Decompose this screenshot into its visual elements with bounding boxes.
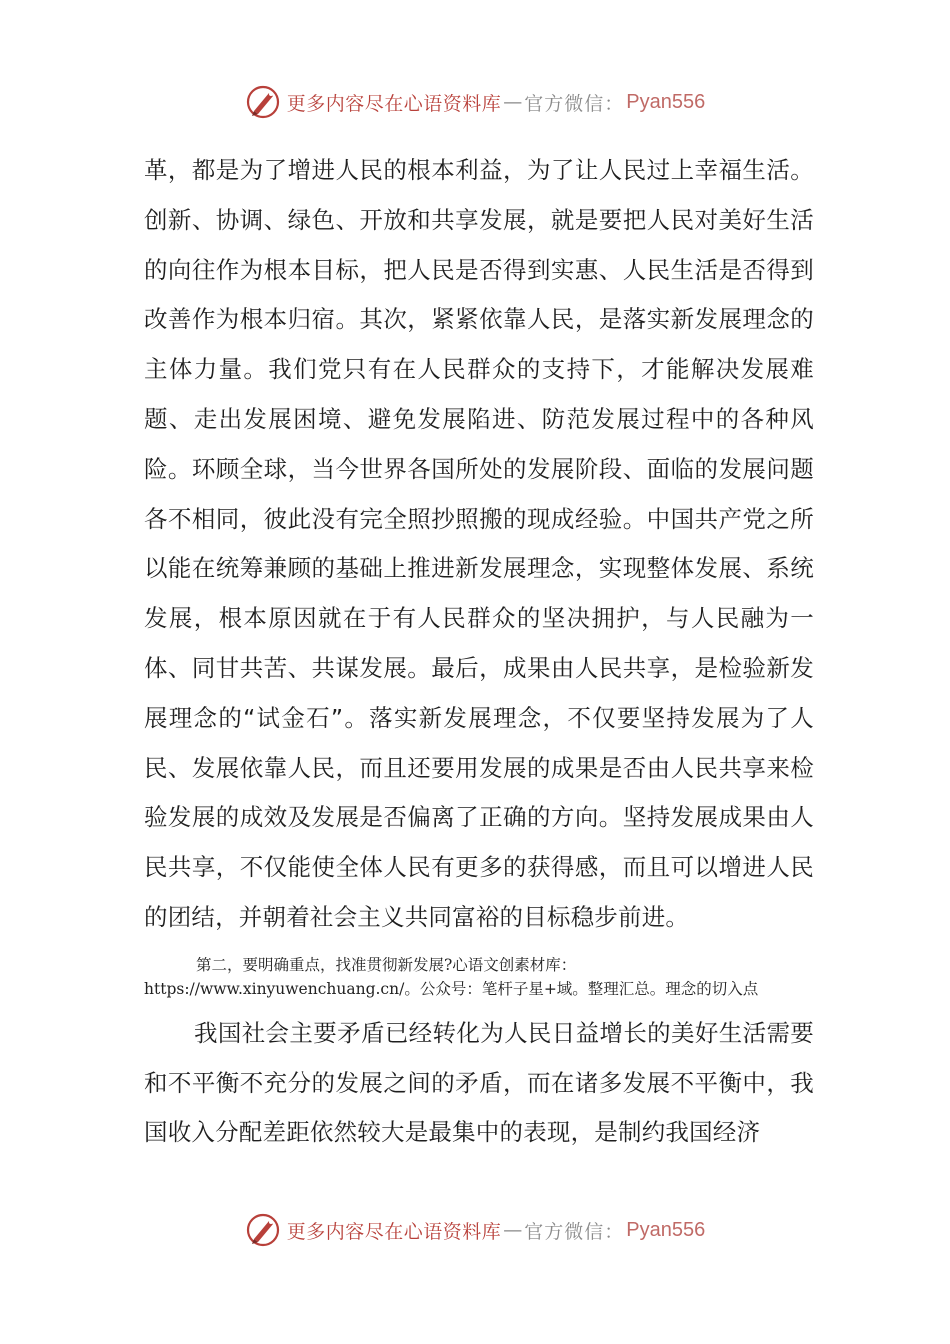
footer-banner-wechat-label: 官方微信： [524,1220,625,1243]
body-paragraph-3: 我国社会主要矛盾已经转化为人民日益增长的美好生活需要和不平衡不充分的发展之间的矛盾，而在诸多发展不平衡中，我国收入分配差距依然较大是最集中的表现，是制约我国经济 [144,1018,814,1147]
header-banner-separator: — [503,91,523,113]
header-banner [0,80,950,124]
header-banner-wechat-label: 官方微信： [524,92,625,115]
pen-logo-icon [245,1212,281,1248]
body-paragraph-1: 革，都是为了增进人民的根本利益，为了让人民过上幸福生活。创新、协调、绿色、开放和共享发展，就是要把人民对美好生活的向往作为根本目标，把人民是否得到实惠、人民生活是否得到改善作为根本归宿。其次，紧紧依靠人民，是落实新发展理念的主体力量。我们党只有在人民群众的支持下，才能解决发展难题、走出发展困境、避免发展陷进、防范发展过程中的各种风险。环顾全球，当今世界各国所处的发展阶段、面临的发展问题各不相同，彼此没有完全照抄照搬的现成经验。中国共产党之所以能在统筹兼顾的基础上推进新发展理念，实现整体发展、系统发展，根本原因就在于有人民群众的坚决拥护，与人民融为一体、同甘共苦、共谋发展。最后，成果由人民共享，是检验新发展理念的“试金石”。落实新发展理念，不仅要坚持发展为了人民、发展依靠人民，而且还要用发展的成果是否由人民共享来检验发展的成效及发展是否偏离了正确的方向。坚持发展成果由人民共享，不仅能使全体人民有更多的获得感，而且可以增进人民的团结，并朝着社会主义共同富裕的目标稳步前进。 [144,156,814,931]
footer-banner-separator: — [503,1219,523,1241]
header-banner-wechat-id: Pyan556 [626,90,706,113]
document-body [144,146,814,1158]
header-banner-title: 更多内容尽在心语资料库 [286,92,502,115]
pen-logo-icon [245,84,281,120]
body-paragraph-2-text: 第二，要明确重点，找准贯彻新发展?心语文创素材库：https://www.xinyuwenchuang.cn/。公众号：笔杆子星+域。整理汇总。理念的切入点 [144,955,759,998]
body-paragraph-2-note [144,943,814,1009]
footer-banner-wechat-id: Pyan556 [626,1218,706,1241]
footer-banner-title: 更多内容尽在心语资料库 [286,1220,502,1243]
footer-banner [0,1208,950,1252]
